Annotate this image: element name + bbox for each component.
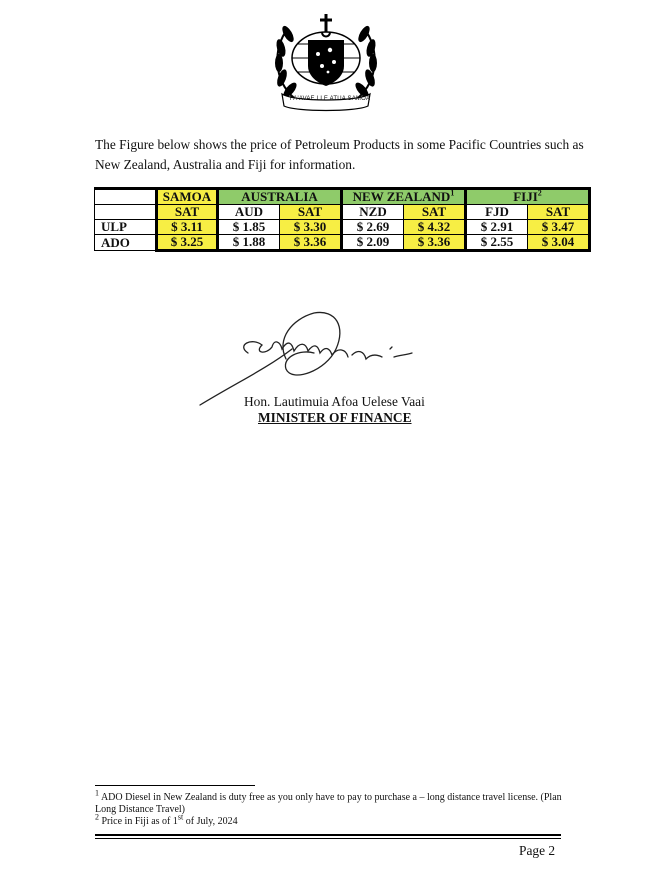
row-label-ulp: ULP	[95, 220, 157, 235]
price-cell: $ 3.11	[157, 220, 218, 235]
footnotes	[95, 788, 575, 828]
emblem-motto: FA'AVAE I LE ATUA SAMOA	[289, 96, 371, 102]
row-label-ado: ADO	[95, 235, 157, 251]
currency-cell: SAT	[280, 205, 342, 220]
currency-cell: NZD	[342, 205, 404, 220]
price-cell: $ 3.25	[157, 235, 218, 251]
table-empty-cell	[95, 205, 157, 220]
footer-rule	[95, 838, 561, 839]
country-header-australia: AUSTRALIA	[218, 189, 342, 205]
table-row-ado	[95, 235, 590, 251]
price-cell: $ 4.32	[404, 220, 466, 235]
currency-cell: SAT	[157, 205, 218, 220]
price-cell: $ 2.55	[466, 235, 528, 251]
signatory-title: MINISTER OF FINANCE	[258, 410, 412, 425]
signatory-name: Hon. Lautimuia Afoa Uelese Vaai	[244, 394, 425, 409]
footnote-1: $^1$ ADO Diesel in New Zealand is duty free as you only have to pay to purchase a – long distance travel license. (Plan Long Distance Travel)	[95, 788, 562, 815]
country-header-new-zealand: NEW ZEALAND$^1$	[342, 189, 466, 205]
intro-paragraph: The Figure below shows the price of Petroleum Products in some Pacific Countries such as New Zealand, Australia and Fiji for information.	[95, 137, 584, 172]
table-corner-cell	[95, 189, 157, 205]
currency-cell: SAT	[404, 205, 466, 220]
price-cell: $ 2.69	[342, 220, 404, 235]
footer-rule	[95, 834, 561, 836]
footnote-2: $^2$ Price in Fiji as of 1st of July, 2024	[95, 812, 238, 827]
currency-cell: SAT	[528, 205, 590, 220]
page-number: Page 2	[519, 843, 556, 858]
country-header-samoa: SAMOA	[157, 189, 218, 205]
price-cell: $ 1.88	[218, 235, 280, 251]
price-cell: $ 3.04	[528, 235, 590, 251]
table-header-row	[95, 189, 590, 205]
country-header-fiji: FIJI$^2$	[466, 189, 590, 205]
price-cell: $ 3.47	[528, 220, 590, 235]
currency-cell: AUD	[218, 205, 280, 220]
footnote-divider	[95, 785, 255, 786]
price-cell: $ 3.36	[404, 235, 466, 251]
price-cell: $ 3.30	[280, 220, 342, 235]
currency-row	[95, 205, 590, 220]
petroleum-price-table	[94, 187, 591, 252]
table-row-ulp	[95, 220, 590, 235]
price-cell: $ 2.09	[342, 235, 404, 251]
price-cell: $ 2.91	[466, 220, 528, 235]
currency-cell: FJD	[466, 205, 528, 220]
price-cell: $ 3.36	[280, 235, 342, 251]
price-cell: $ 1.85	[218, 220, 280, 235]
